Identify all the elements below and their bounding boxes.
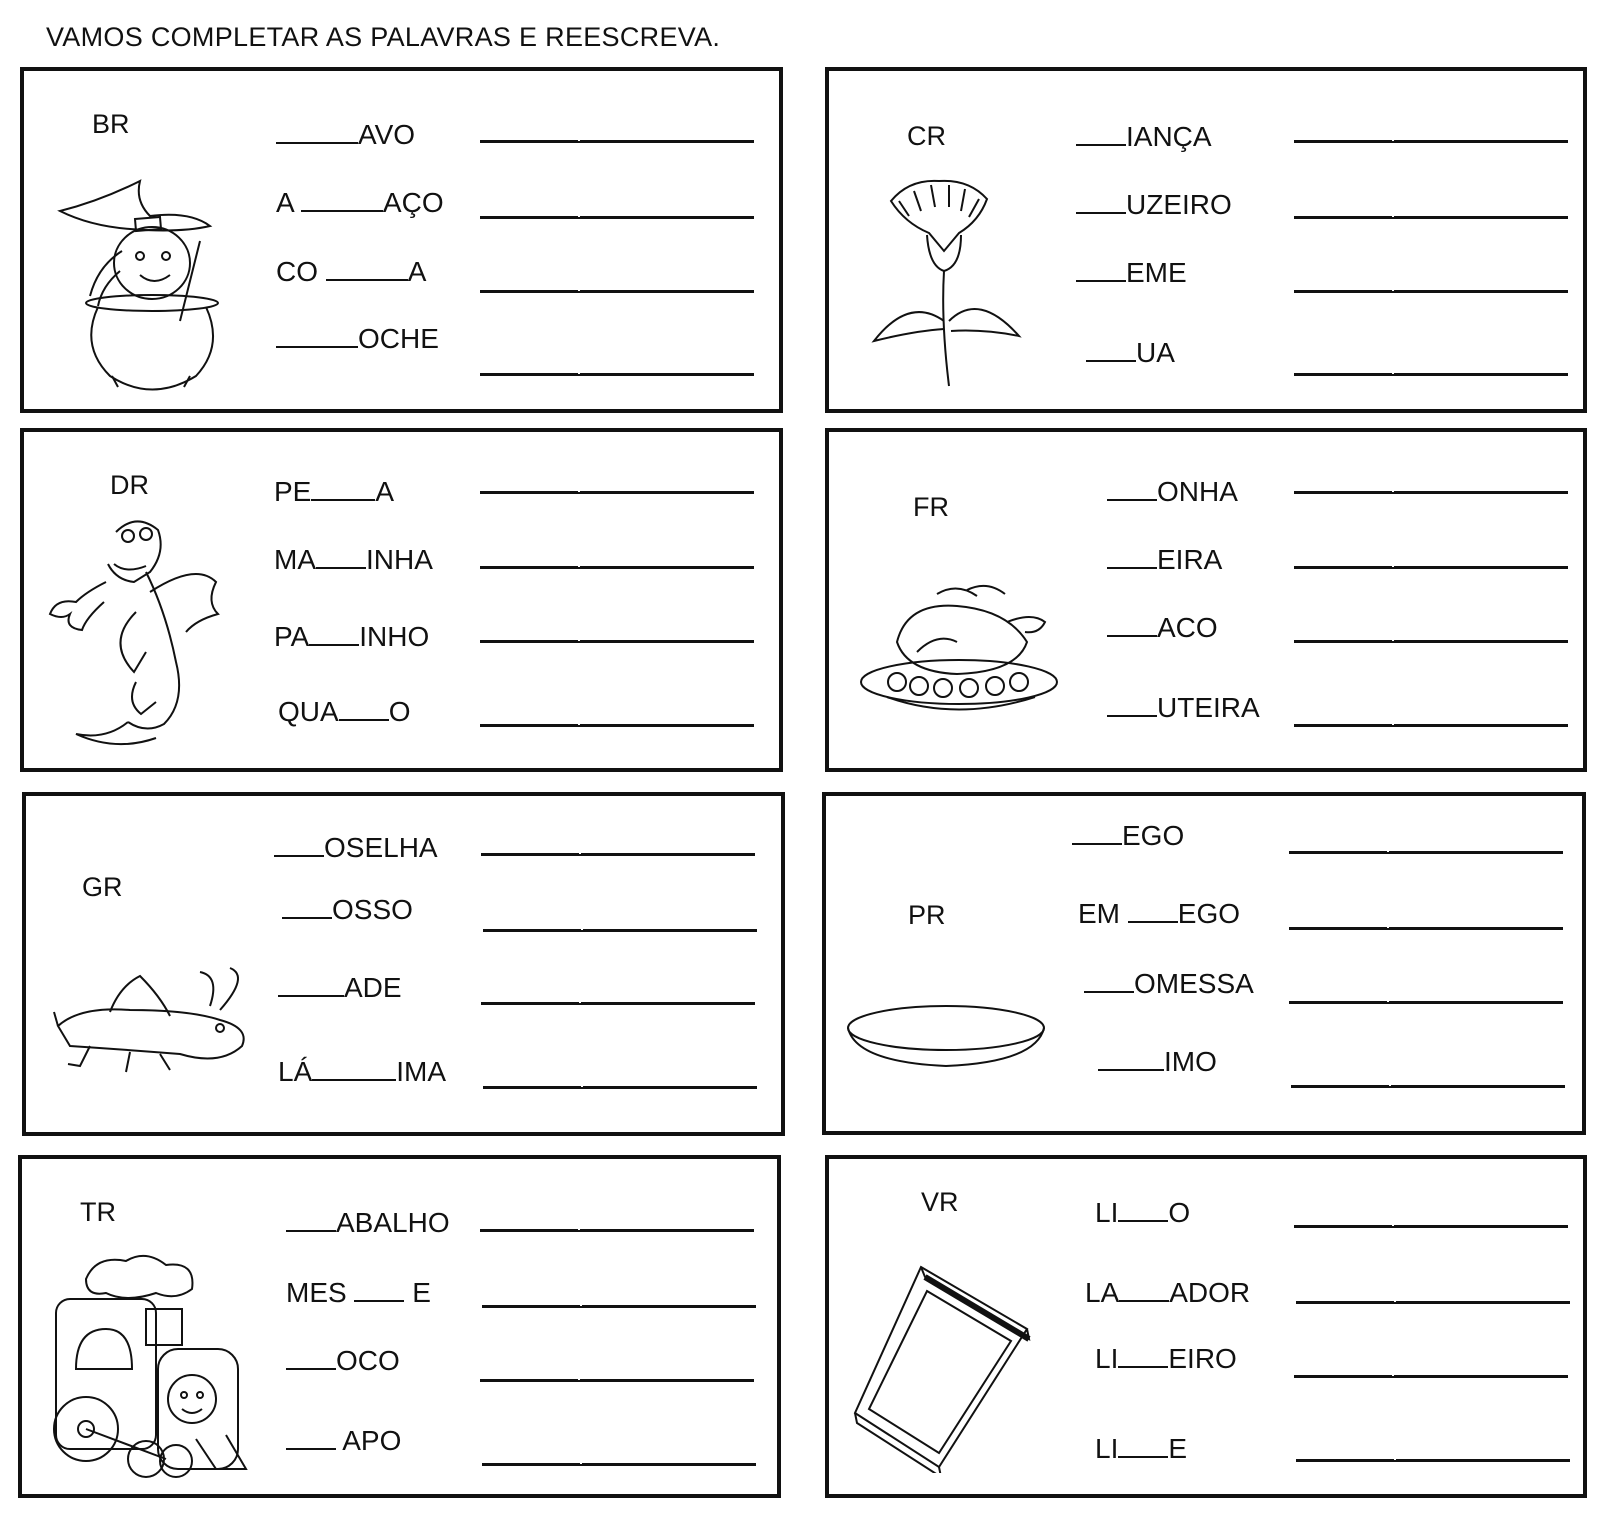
letter-blank[interactable] xyxy=(1107,693,1157,717)
letter-blank[interactable] xyxy=(316,545,366,569)
panel-gr xyxy=(22,792,785,1136)
word-row: LI E xyxy=(1095,1433,1188,1464)
word-row: OSSO xyxy=(282,894,413,926)
letter-blank[interactable] xyxy=(1107,477,1157,501)
rewrite-line[interactable] xyxy=(1294,1375,1568,1378)
rewrite-line[interactable] xyxy=(482,1463,756,1466)
rewrite-line[interactable] xyxy=(1294,566,1568,569)
digraph-label: TR xyxy=(80,1197,116,1227)
rewrite-line[interactable] xyxy=(1294,140,1568,143)
rewrite-line[interactable] xyxy=(480,290,754,293)
panel-cr xyxy=(825,67,1587,413)
word-row: LA ADOR xyxy=(1085,1277,1251,1308)
letter-blank[interactable] xyxy=(282,895,332,919)
word-row: LI EIRO xyxy=(1095,1343,1237,1374)
word-row: LI O xyxy=(1095,1197,1191,1228)
letter-blank[interactable] xyxy=(354,1278,404,1302)
word-row: CO A xyxy=(276,256,427,287)
roast-chicken-icon xyxy=(857,582,1062,722)
letter-blank[interactable] xyxy=(278,973,344,997)
digraph-label: BR xyxy=(92,109,130,139)
rewrite-line[interactable] xyxy=(480,640,754,643)
digraph-label: VR xyxy=(921,1187,959,1217)
word-row: EGO xyxy=(1072,820,1184,852)
letter-blank[interactable] xyxy=(309,622,359,646)
word-row: QUA O xyxy=(278,696,411,727)
rewrite-line[interactable] xyxy=(1296,1459,1570,1462)
digraph-label: DR xyxy=(110,470,149,500)
word-row: IMO xyxy=(1098,1046,1217,1078)
rewrite-line[interactable] xyxy=(480,373,754,376)
grasshopper-icon xyxy=(50,966,250,1086)
panel-pr xyxy=(822,792,1586,1135)
rewrite-line[interactable] xyxy=(480,140,754,143)
rewrite-line[interactable] xyxy=(1294,640,1568,643)
word-row: UA xyxy=(1086,337,1175,369)
letter-blank[interactable] xyxy=(311,477,375,501)
rewrite-line[interactable] xyxy=(1296,1301,1570,1304)
rewrite-line[interactable] xyxy=(483,929,757,932)
digraph-label: PR xyxy=(908,900,946,930)
word-row: AVO xyxy=(276,119,415,151)
rewrite-line[interactable] xyxy=(1294,724,1568,727)
word-row: EME xyxy=(1076,257,1187,289)
letter-blank[interactable] xyxy=(286,1426,336,1450)
word-row: UZEIRO xyxy=(1076,189,1232,221)
rewrite-line[interactable] xyxy=(481,1002,755,1005)
word-row: EIRA xyxy=(1107,544,1222,576)
plate-icon xyxy=(846,1002,1046,1072)
word-row: UTEIRA xyxy=(1107,692,1260,724)
rewrite-line[interactable] xyxy=(480,724,754,727)
word-row: OCHE xyxy=(276,323,439,355)
worksheet-title: VAMOS COMPLETAR AS PALAVRAS E REESCREVA. xyxy=(46,22,721,52)
letter-blank[interactable] xyxy=(1076,122,1126,146)
letter-blank[interactable] xyxy=(1098,1047,1164,1071)
digraph-label: FR xyxy=(913,492,949,522)
rewrite-line[interactable] xyxy=(1289,1001,1563,1004)
letter-blank[interactable] xyxy=(1072,821,1122,845)
rewrite-line[interactable] xyxy=(480,566,754,569)
letter-blank[interactable] xyxy=(1084,969,1134,993)
dragon-icon xyxy=(46,502,256,752)
word-row: OCO xyxy=(286,1345,400,1377)
letter-blank[interactable] xyxy=(274,833,324,857)
witch-cauldron-icon xyxy=(40,171,240,401)
letter-blank[interactable] xyxy=(1118,1434,1168,1458)
letter-blank[interactable] xyxy=(326,257,408,281)
word-row: PA INHO xyxy=(274,621,430,652)
rewrite-line[interactable] xyxy=(1289,927,1563,930)
word-row: ADE xyxy=(278,972,402,1004)
letter-blank[interactable] xyxy=(1118,1198,1168,1222)
word-row: MES E xyxy=(286,1277,431,1308)
rewrite-line[interactable] xyxy=(1294,290,1568,293)
digraph-label: GR xyxy=(82,872,123,902)
letter-blank[interactable] xyxy=(276,120,358,144)
letter-blank[interactable] xyxy=(1119,1278,1169,1302)
letter-blank[interactable] xyxy=(1107,613,1157,637)
letter-blank[interactable] xyxy=(276,324,358,348)
panel-dr xyxy=(20,428,783,772)
rewrite-line[interactable] xyxy=(1294,1225,1568,1228)
letter-blank[interactable] xyxy=(1076,258,1126,282)
letter-blank[interactable] xyxy=(1076,190,1126,214)
word-row: LÁ IMA xyxy=(278,1056,447,1087)
panel-vr xyxy=(825,1155,1587,1498)
letter-blank[interactable] xyxy=(301,188,383,212)
rewrite-line[interactable] xyxy=(480,491,754,494)
letter-blank[interactable] xyxy=(1128,899,1178,923)
rewrite-line[interactable] xyxy=(480,216,754,219)
rewrite-line[interactable] xyxy=(480,1379,754,1382)
rewrite-line[interactable] xyxy=(1291,1085,1565,1088)
book-icon xyxy=(851,1263,1041,1473)
panel-fr xyxy=(825,428,1587,772)
panel-br xyxy=(20,67,783,413)
word-row: ABALHO xyxy=(286,1207,450,1239)
word-row: ACO xyxy=(1107,612,1218,644)
digraph-label: CR xyxy=(907,121,946,151)
letter-blank[interactable] xyxy=(339,697,389,721)
word-row: EM EGO xyxy=(1078,898,1241,929)
rewrite-line[interactable] xyxy=(1294,373,1568,376)
letter-blank[interactable] xyxy=(286,1346,336,1370)
letter-blank[interactable] xyxy=(286,1208,336,1232)
word-row: OSELHA xyxy=(274,832,438,864)
letter-blank[interactable] xyxy=(312,1057,396,1081)
word-row: APO xyxy=(286,1425,401,1457)
letter-blank[interactable] xyxy=(1107,545,1157,569)
rewrite-line[interactable] xyxy=(1294,491,1568,494)
letter-blank[interactable] xyxy=(1086,338,1136,362)
carnation-flower-icon xyxy=(869,171,1029,391)
word-row: OMESSA xyxy=(1084,968,1254,1000)
rewrite-line[interactable] xyxy=(1289,851,1563,854)
word-row: ONHA xyxy=(1107,476,1238,508)
word-row: PE A xyxy=(274,476,395,507)
rewrite-line[interactable] xyxy=(482,1305,756,1308)
rewrite-line[interactable] xyxy=(480,1229,754,1232)
word-row: IANÇA xyxy=(1076,121,1212,153)
train-icon xyxy=(46,1249,256,1489)
rewrite-line[interactable] xyxy=(481,853,755,856)
panel-tr xyxy=(18,1155,781,1498)
word-row: MA INHA xyxy=(274,544,433,575)
letter-blank[interactable] xyxy=(1118,1344,1168,1368)
rewrite-line[interactable] xyxy=(483,1086,757,1089)
rewrite-line[interactable] xyxy=(1294,216,1568,219)
word-row: A AÇO xyxy=(276,187,444,218)
